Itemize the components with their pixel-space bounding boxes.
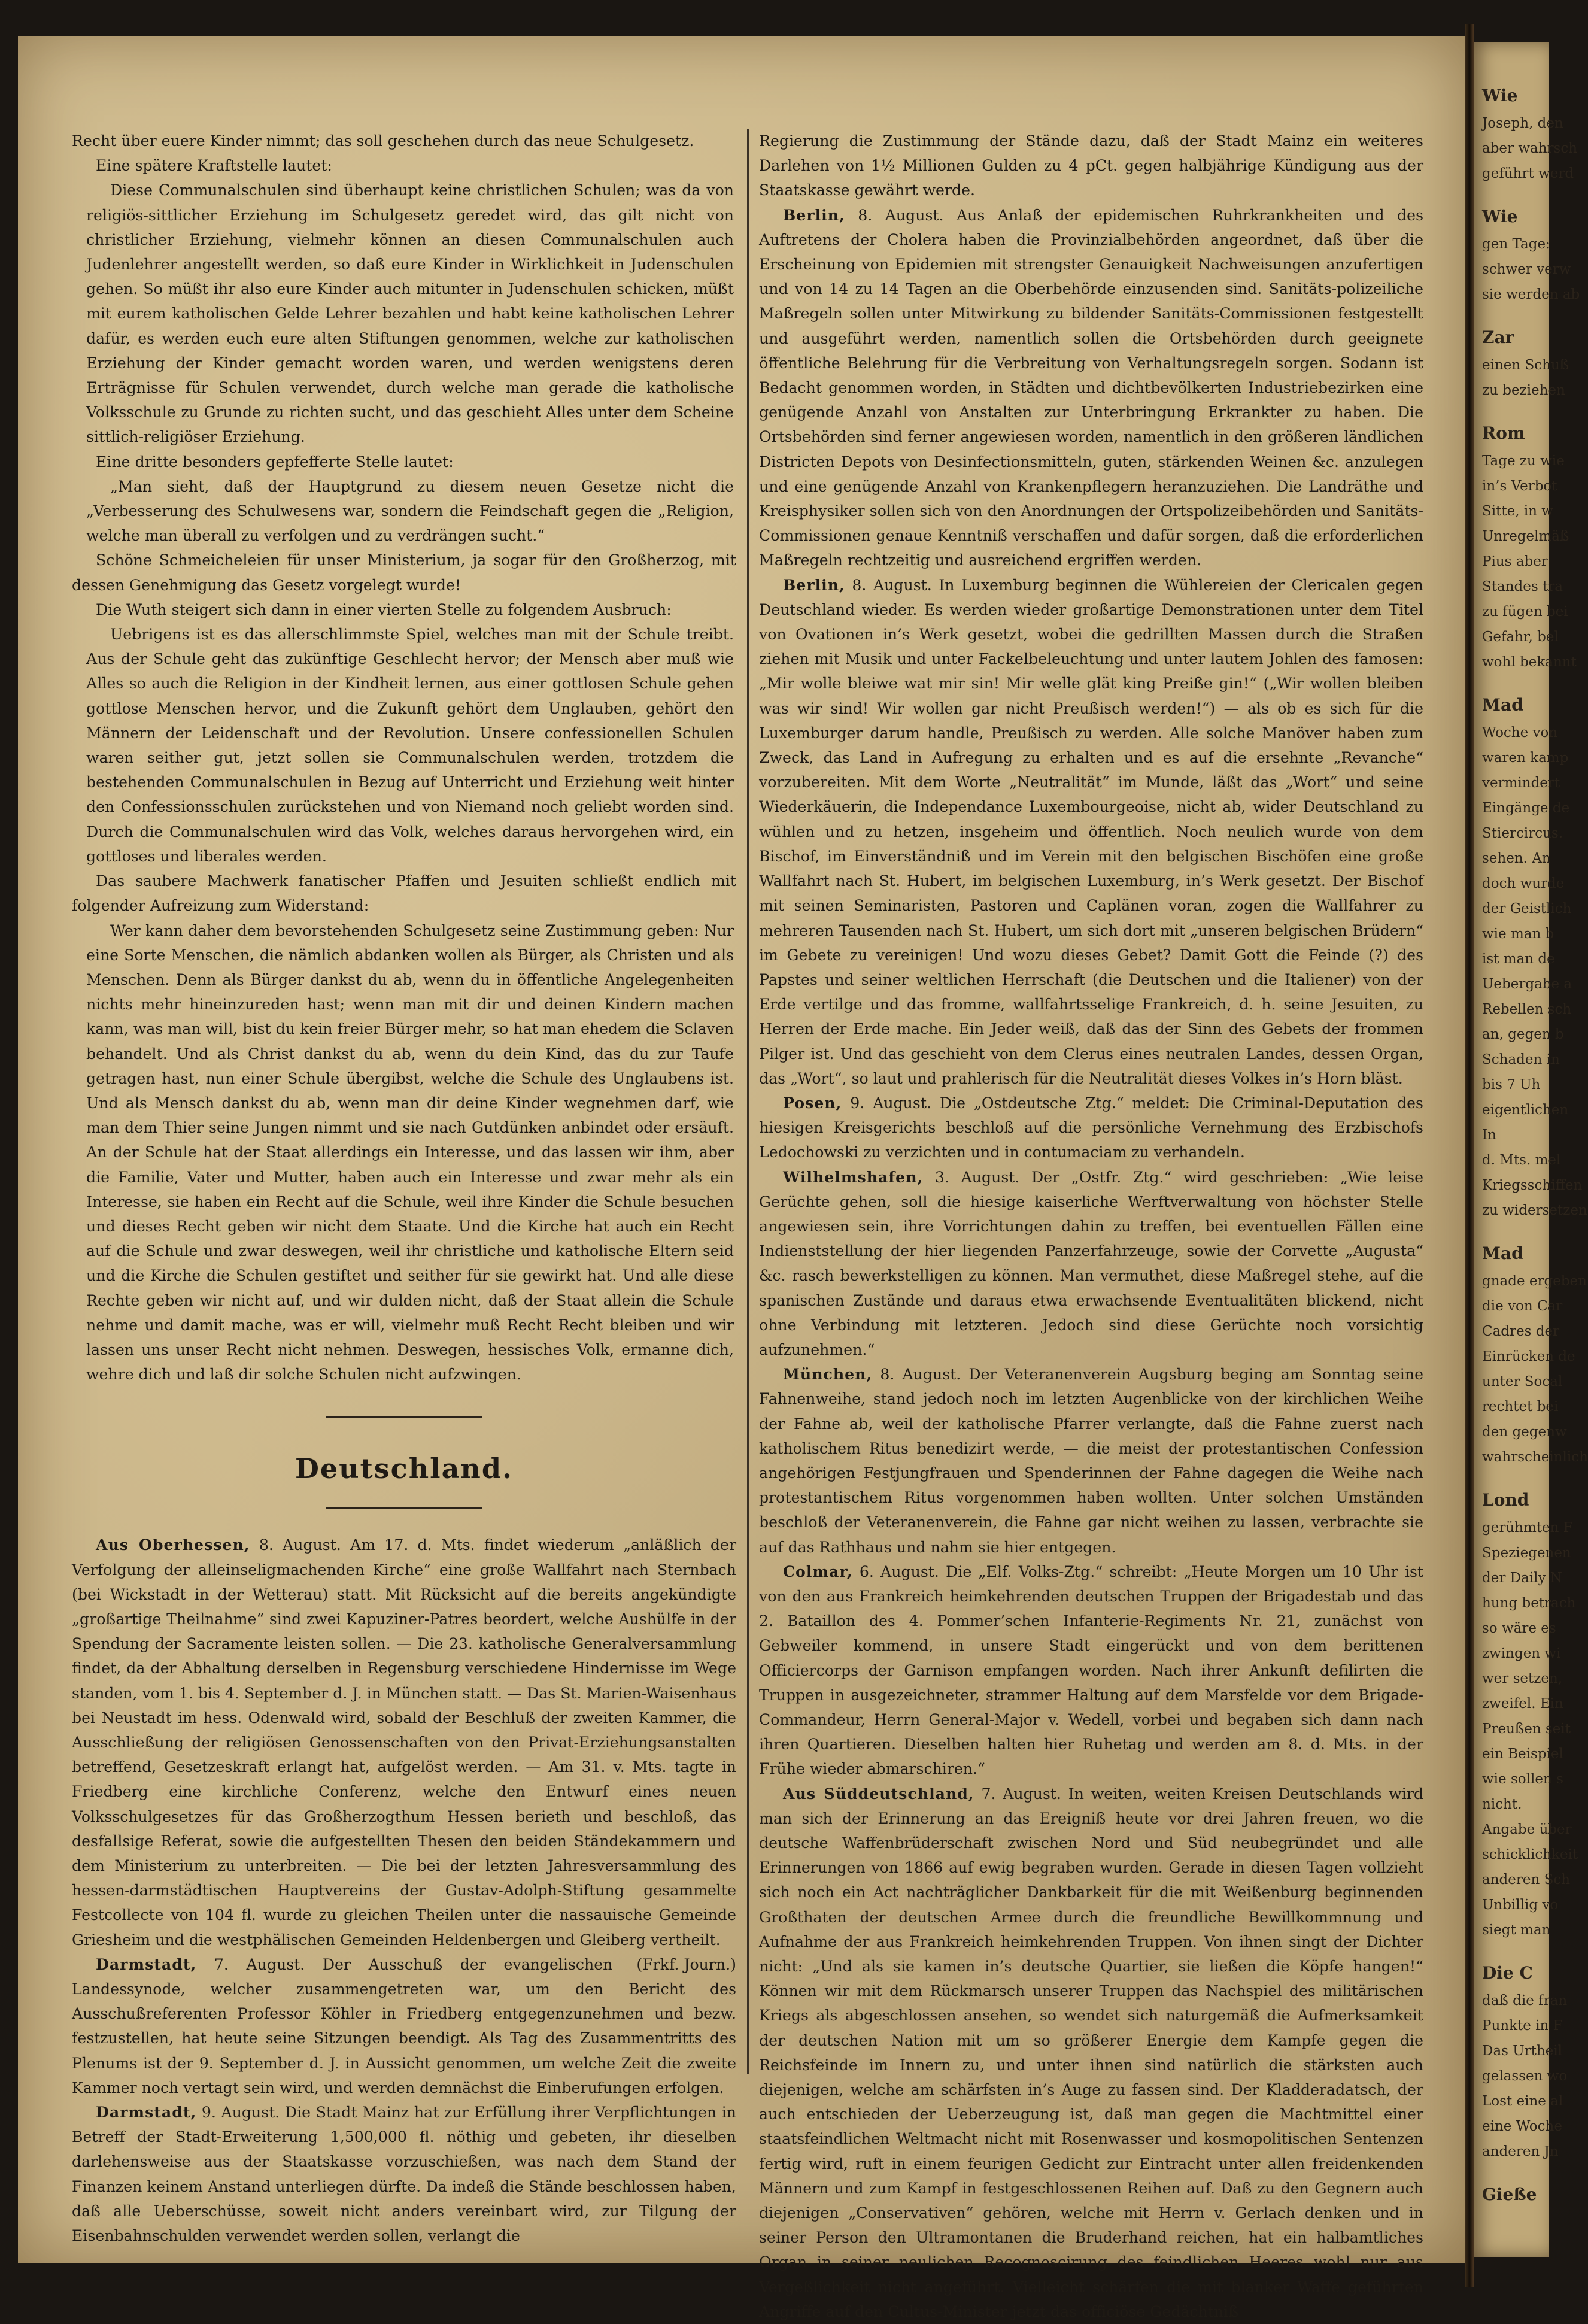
article-dateline: Wilhelmshafen, (783, 1167, 924, 1186)
adjacent-page-fragment: anderen Sch (1482, 1872, 1571, 1888)
paragraph: Eine dritte besonders gepfefferte Stelle lautet: (96, 453, 454, 471)
adjacent-page-fragment: schwer verw (1482, 262, 1571, 277)
adjacent-page-fragment: zu beziehen (1482, 383, 1565, 398)
paragraph: Eine spätere Kraftstelle lautet: (96, 157, 332, 175)
right-column (759, 129, 1423, 2320)
adjacent-page-heading: Gieße (1482, 2185, 1537, 2204)
article-text: 7. August. In weiten, weiten Kreisen Deutschlands wird man sich der Erinnerung an das Ereigniß heute vor drei Jahren freuen, wo die deutsche Waffenbrüderschaft zwischen Nord und Süd neubegründet und alle Erinnerungen von 1866 auf ewig begraben wurden. Gerade in diesen Tagen vollzieht sich noch ein Act nachträglicher Dankbarkeit für die mit Weißenburg beginnenden Großthaten der deutschen Armee durch die freundliche Bewillkommnung und Aufnahme der aus Frankreich heimkehrenden Truppen. Von ihnen singt der Dichter nicht: „Und als sie kamen in’s deutsche Quartier, sie ließen die Köpfe hangen!“ Können wir mit dem Rückmarsch unserer Truppen das Nachspiel des militärischen Kriegs als abgeschlossen ansehen, so wendet sich naturgemäß die Aufmerksamkeit der deutschen Nation mit um so größerer Energie dem Kampfe gegen die Reichsfeinde im Innern zu, und unter ihnen sind natürlich die stärksten auch diejenigen, welche am schärfsten in’s Auge zu fassen sind. Der Kladderadatsch, der auch entschieden der Ueberzeugung ist, daß man gegen die Machtmittel einer staatsfeindlichen Weltmacht nicht mit Rosenwasser und kosmopolitischen Sentenzen fertig wird, ruft in einem feurigen Gedicht zur Eintracht unter allen freidenkenden Männern und zum Kampf in festgeschlossenen Reihen auf. Daß zu den Gegnern auch diejenigen „Conservativen“ gehören, welche mit Herrn v. Gerlach denken und in seiner Person den Ultramontanen die Bruderhand reichen, hat ein halbamtliches Organ in seiner neulichen Recognoscirung des feindlichen Heeres wohl nur aus Vergeßlichkeit nicht angeführt. Vielleicht schärfen die mit blanker Waffe geführten Angriffe auf den Cultus-Minister jetzt das officiöse Gedächtniß (759, 1785, 1423, 2320)
adjacent-page-heading: Zar (1482, 327, 1514, 347)
article-dateline: Aus Süddeutschland, (783, 1784, 974, 1803)
adjacent-page-fragment: schicklichkeit (1482, 1847, 1578, 1862)
adjacent-page-fragment: siegt man (1482, 1922, 1551, 1938)
adjacent-page-heading: Die C (1482, 1963, 1533, 1983)
article-text: Regierung die Zustimmung der Stände dazu, daß der Stadt Mainz ein weiteres Darlehen von 1½ Millionen Gulden zu 4 pCt. gegen halbjährige Kündigung aus der Staatskasse gewährt werde. (759, 132, 1423, 199)
paragraph: Schöne Schmeicheleien für unser Ministerium, ja sogar für den Großherzog, mit dessen Genehmigung das Gesetz vorgelegt wurde! (72, 551, 736, 594)
news-article (759, 1782, 1423, 2324)
adjacent-page-fragment: den gegenw (1482, 1424, 1567, 1440)
adjacent-page-fragment: in’s Verbot (1482, 478, 1557, 494)
adjacent-page-fragment: ist man de (1482, 951, 1555, 967)
adjacent-page-fragment: Unregelmäß (1482, 529, 1569, 544)
adjacent-page-fragment: gerühmten F (1482, 1520, 1573, 1536)
adjacent-page-fragment: Angabe über (1482, 1822, 1572, 1837)
adjacent-page-fragment: Preußen seit (1482, 1721, 1571, 1737)
news-article (759, 573, 1423, 1091)
adjacent-page-fragment: Sitte, in w (1482, 503, 1553, 519)
adjacent-page-heading: Wie (1482, 86, 1518, 105)
adjacent-page-fragment: Das Urtheil (1482, 2043, 1563, 2059)
adjacent-page-fragment: der Daily N (1482, 1570, 1562, 1586)
article-text: 8. August. Am 17. d. Mts. findet wiederum „anläßlich der Verfolgung der alleinseligmachenden Kirche“ eine große Wallfahrt nach Sternbach (bei Wickstadt in der Wetterau) statt. Mit Rücksicht auf die bereits angekündigte „großartige Theilnahme“ sind zwei Kapuziner-Patres beordert, welche Aushülfe in der Spendung der Sacramente leisten sollen. — Die 23. katholische Generalversammlung findet, da der Abhaltung derselben in Regensburg verschiedene Hindernisse im Wege standen, vom 1. bis 4. September d. J. in München statt. — Das St. Marien-Waisenhaus bei Neustadt im hess. Odenwald wird, sobald der Beschluß der zweiten Kammer, die Ausschließung der religiösen Genossenschaften von den Privat-Erziehungsanstalten betreffend, Gesetzeskraft erlangt hat, aufgelöst werden. — Am 31. v. Mts. tagte in Friedberg eine kirchliche Conferenz, welche den Entwurf eines neuen Volksschulgesetzes für das Großherzogthum Hessen berieth und beschloß, das desfallsige Referat, sowie die aufgestellten Thesen den beiden Ständekammern und dem Ministerium zu unterbreiten. — Die bei der letzten Jahresversammlung des hessen-darmstädtischen Hauptvereins der Gustav-Adolph-Stiftung gesammelte Festcollecte von 104 fl. wurde zu gleichen Theilen unter die nassauische Gemeinde Griesheim und die westphälischen Gemeinden Heldenbergen und Gleiberg vertheilt. (72, 1536, 736, 1949)
adjacent-page-fragment: doch wurde (1482, 876, 1565, 891)
adjacent-page-fragment: Woche von (1482, 725, 1558, 741)
adjacent-page-fragment: aber wahrsch (1482, 141, 1578, 156)
article-text: 3. August. Der „Ostfr. Ztg.“ wird geschrieben: „Wie leise Gerüchte gehen, soll die hiesige kaiserliche Werftverwaltung von höchster Stelle angewiesen sein, ihre Vorrichtungen dahin zu treffen, bei eventuellen Fällen eine Indienststellung der hier liegenden Panzerfahrzeuge, sowie der Corvette „Augusta“ &c. rasch bewerkstelligen zu können. Man vermuthet, diese Maßregel stehe, auf die spanischen Zustände und daraus etwa erwachsende Eventualitäten blickend, nicht ohne Verbindung mit letzteren. Jedoch sind diese Gerüchte noch vorsichtig aufzunehmen.“ (759, 1168, 1423, 1358)
section-title: Deutschland. (294, 1452, 514, 1485)
adjacent-page-fragment: an, gegen b (1482, 1027, 1564, 1042)
adjacent-page-fragment: wohl bekannt (1482, 654, 1577, 670)
adjacent-page-fragment: sie werden ab (1482, 287, 1580, 302)
adjacent-page-fragment: Kriegsschiffen (1482, 1178, 1583, 1193)
news-article (759, 203, 1423, 573)
adjacent-page-fragment: Rebellen sch (1482, 1002, 1572, 1017)
news-article (759, 1091, 1423, 1165)
adjacent-page-fragment: Punkte in F (1482, 2018, 1563, 2034)
adjacent-page-fragment: eigentlichen (1482, 1102, 1569, 1118)
adjacent-page-fragment: Speziegenen (1482, 1545, 1571, 1561)
article-source: (Frkf. Journ.) (636, 1955, 736, 1973)
news-article (759, 1560, 1423, 1782)
adjacent-page-fragment: Schaden in (1482, 1052, 1560, 1067)
adjacent-page-fragment: Gefahr, bel (1482, 629, 1559, 645)
article-text: 8. August. Der Veteranenverein Augsburg beging am Sonntag seine Fahnenweihe, stand jedoch noch im letzten Augenblicke von der kirchlichen Weihe der Fahne ab, weil der katholische Pfarrer verlangte, daß die Fahne zuerst nach katholischem Ritus benedizirt werde, — die meist der protestantischen Confession angehörigen Festjungfrauen und Spenderinnen der Fahne dagegen die Weihe nach protestantischem Ritus vorgenommen haben wollten. Unter solchen Umständen beschloß der Veteranenverein, die Fahne gar nicht weihen zu lassen, verbrachte sie auf das Rathhaus und nahm sie hier entgegen. (759, 1366, 1423, 1556)
news-article (759, 1362, 1423, 1560)
adjacent-page-fragment: Einrücken de (1482, 1349, 1575, 1364)
adjacent-page-fragment: Uebergabe a (1482, 976, 1572, 992)
left-column (72, 129, 736, 2245)
article-dateline: Colmar, (783, 1562, 853, 1580)
news-article (759, 1165, 1423, 1363)
adjacent-page-fragment: wer setzen, (1482, 1671, 1563, 1686)
adjacent-page-fragment: zweifel. Ein (1482, 1696, 1563, 1712)
paragraph: Diese Communalschulen sind überhaupt keine christlichen Schulen; was da von religiös-sittlicher Erziehung im Schulgesetz geredet wird, das gilt nicht von christlicher Erziehung, vielmehr können an diesen Communalschulen auch Judenlehrer angestellt werden, so daß eure Kinder in Wirklichkeit in Judenschulen gehen. So müßt ihr also eure Kinder auch mitunter in Judenschulen schicken, müßt mit eurem katholischen Gelde Lehrer bezahlen und habt keine katholischen Lehrer dafür, es werden euch eure alten Stiftungen genommen, welche zur katholischen Erziehung der Kinder gemacht worden waren, und werden wenigstens deren Erträgnisse für Schulen verwendet, durch welche man gerade die katholische Volksschule zu Grunde zu richten sucht, und das geschieht Alles unter dem Scheine sittlich-religiöser Erziehung. (86, 181, 734, 446)
adjacent-page-fragment: Standes tra (1482, 579, 1563, 594)
adjacent-page-fragment: d. Mts. mel (1482, 1152, 1561, 1168)
paragraph: Recht über euere Kinder nimmt; das soll geschehen durch das neue Schulgesetz. (72, 132, 694, 150)
adjacent-page-heading: Lond (1482, 1490, 1529, 1510)
paragraph: Die Wuth steigert sich dann in einer vierten Stelle zu folgendem Ausbruch: (96, 600, 672, 618)
adjacent-page-fragment: daß die fran (1482, 1993, 1568, 2009)
adjacent-page-heading: Rom (1482, 423, 1525, 443)
adjacent-page-fragment: vermindert (1482, 775, 1560, 791)
article-text: 9. August. Die „Ostdeutsche Ztg.“ meldet: Die Criminal-Deputation des hiesigen Kreisgerichts beschloß auf die persönliche Vernehmung des Erzbischofs Ledochowski zu verzichten und in contumaciam zu verhandeln. (759, 1094, 1423, 1161)
adjacent-page-fragment: Tage zu wie (1482, 453, 1565, 469)
article-dateline: Berlin, (783, 205, 845, 224)
article-dateline: Posen, (783, 1093, 842, 1112)
adjacent-page-heading: Mad (1482, 1243, 1523, 1263)
article-dateline: Berlin, (783, 575, 845, 594)
article-dateline: Darmstadt, (96, 2103, 197, 2122)
article-text: 8. August. In Luxemburg beginnen die Wühlereien der Clericalen gegen Deutschland wieder. Es werden wieder großartige Demonstrationen unter dem Titel von Ovationen in’s Werk gesetzt, wobei die gedrillten Massen durch die Straßen ziehen mit Musik und unter Fackelbeleuchtung und unter lautem Johlen des famosen: „Mir wolle bleiwe wat mir sin! Mir welle glät king Preiße gin!“ („Wir wollen bleiben was wir sind! Wir wollen gar nicht Preußisch werden!“) — als ob es sich für die Luxemburger darum handle, Preußisch zu werden. Alle solche Manöver haben zum Zweck, das Land in Aufregung zu erhalten und es auf die ersehnte „Revanche“ vorzubereiten. Mit dem Worte „Neutralität“ im Munde, läßt das „Wort“ und seine Wiederkäuerin, die Independance Luxembourgeoise, nicht ab, wider Deutschland zu wühlen und zu hetzen, insgeheim und öffentlich. Noch neulich wurde von dem Bischof, im Einverständniß und im Verein mit den belgischen Bischöfen eine große Wallfahrt nach St. Hubert, im belgischen Luxemburg, in’s Werk gesetzt. Der Bischof mit seinen Seminaristen, Pastoren und Caplänen voran, zogen die Wallfahrer zu mehreren Tausenden nach St. Hubert, um sich dort mit „unseren belgischen Brüdern“ im Gebete zu vereinigen! Und wozu dieses Gebet? Damit Gott die Feinde (?) des Papstes und seiner weltlichen Herrschaft (die Deutschen und die Italiener) von der Erde vertilge und das fromme, wallfahrtsselige Frankreich, d. h. seine Jesuiten, zu Herren der Erde mache. Ein Jeder weiß, daß das der Sinn des Gebets der frommen Pilger ist. Und das geschieht von dem Clerus eines neutralen Landes, dessen Organ, das „Wort“, so laut und prahlerisch für die Neutralität dieses Volkes in’s Horn bläst. (759, 576, 1423, 1087)
adjacent-page-fragment: wie man b (1482, 926, 1554, 942)
news-article (72, 2100, 736, 2248)
adjacent-page-fragment: hung betrach (1482, 1595, 1576, 1611)
article-dateline: Aus Oberhessen, (96, 1536, 250, 1554)
column-divider (747, 129, 749, 2074)
adjacent-page-fragment: sehen. An (1482, 851, 1551, 866)
adjacent-page-fragment: wahrscheinlich (1482, 1449, 1588, 1465)
adjacent-page-fragment: rechtet bei (1482, 1399, 1559, 1415)
adjacent-page-fragment: unter Socal (1482, 1374, 1563, 1389)
adjacent-page-heading: Wie (1482, 207, 1518, 226)
adjacent-page-fragment: Eingänge de (1482, 800, 1570, 816)
adjacent-page-fragment: ein Beispiel (1482, 1746, 1563, 1762)
section-rule (326, 1416, 482, 1418)
adjacent-page-fragment: Lost eine al (1482, 2094, 1563, 2109)
adjacent-page-fragment: zu fügen bei (1482, 604, 1568, 620)
book-spine (1465, 24, 1474, 2287)
adjacent-page-fragment: gnade ergeben (1482, 1273, 1587, 1289)
adjacent-page-fragment: einen Schuß (1482, 357, 1569, 373)
news-article (759, 129, 1423, 203)
adjacent-page-fragment: Cadres der (1482, 1324, 1560, 1339)
article-text: 9. August. Die Stadt Mainz hat zur Erfüllung ihrer Verpflichtungen in Betreff der Stadt-Erweiterung 1,500,000 fl. nöthig und gebeten, ihr dieselben darlehensweise aus der Staatskasse vorzuschießen, was nach dem Stand der Finanzen keinem Anstand unterliegen dürfte. Da indeß die Stände beschlossen haben, daß alle Ueberschüsse, soweit nicht anders vereinbart wird, zur Tilgung der Eisenbahnschulden verwendet werden sollen, verlangt die (72, 2104, 736, 2245)
adjacent-page-fragment: eine Woche (1482, 2119, 1562, 2134)
adjacent-page-fragment: zwingen wi (1482, 1646, 1561, 1661)
adjacent-page-fragment: Stiercircus. (1482, 826, 1563, 841)
adjacent-page-heading: Mad (1482, 695, 1523, 715)
adjacent-page-fragment: wie sollen s (1482, 1771, 1563, 1787)
paragraph: Uebrigens ist es das allerschlimmste Spiel, welches man mit der Schule treibt. Aus der Schule geht das zukünftige Geschlecht hervor; der Mensch aber muß wie Alles so auch die Religion in der Kindheit lernen, aus einer gottlosen Schule gehen gottlose Menschen hervor, und die Zukunft gehört dem Unglauben, gehört den Männern der Leidenschaft und der Revolution. Unsere confessionellen Schulen waren seither gut, jetzt sollen sie Communalschulen werden, trotzdem die bestehenden Communalschulen in Bezug auf Unterricht und Erziehung weit hinter den Confessionsschulen zurückstehen und von Niemand noch geliebt worden sind. Durch die Communalschulen wird das Volk, welches daraus hervorgehen wird, ein gottloses und liberales werden. (86, 626, 734, 865)
adjacent-page-fragment: gelassen wo (1482, 2068, 1568, 2084)
adjacent-page-fragment: anderen Jn (1482, 2144, 1559, 2159)
article-dateline: München, (783, 1365, 873, 1384)
adjacent-page-fragment: Pius aber (1482, 554, 1548, 569)
adjacent-page-fragment: der Geistlich (1482, 901, 1572, 917)
paragraph: Wer kann daher dem bevorstehenden Schulgesetz seine Zustimmung geben: Nur eine Sorte Menschen, die nämlich abdanken wollen als Bürger, als Christen und als Menschen. Denn als Bürger dankst du ab, wenn du in öffentliche Angelegenheiten nichts mehr hineinzureden hast; wenn man mit dir und deinen Kindern machen kann, was man will, bist du kein freier Bürger mehr, so hat man ehedem die Sclaven behandelt. Und als Christ dankst du ab, wenn du dein Kind, das du zur Taufe getragen hast, nun einer Schule übergibst, welche die Schule des Unglaubens ist. Und als Mensch dankst du ab, wenn man dir deine Kinder wegnehmen darf, wie man dem Thier seine Jungen nimmt und sie nach Gutdünken anbindet oder ersäuft. An der Schule hat der Staat allerdings ein Interesse, und das lassen wir ihm, aber die Familie, Vater und Mutter, haben auch ein Interesse und zwar mehr als ein Interesse, sie haben ein Recht auf die Schule, weil ihre Kinder die Schule besuchen und dieses Recht geben wir nicht dem Staate. Und die Kirche hat auch ein Recht auf die Schule und zwar deswegen, weil ihr christliche und katholische Eltern seid und die Kirche die Schulen gestiftet und seither für sie gewirkt hat. Und alle diese Rechte geben wir nicht auf, und wir dulden nicht, daß der Staat allein die Schule nehme und damit mache, was er will, vielmehr muß Recht Recht bleiben und wir lassen uns unser Recht nicht nehmen. Deswegen, hessisches Volk, ermanne dich, wehre dich und laß dir solche Schulen nicht aufzwingen. (86, 921, 734, 1384)
adjacent-page-fragment: die von Car (1482, 1298, 1563, 1314)
adjacent-page-fragment: Unbillig vo (1482, 1897, 1559, 1913)
adjacent-page-fragment: zu widersetzen (1482, 1203, 1587, 1218)
adjacent-page-fragment: so wäre es (1482, 1621, 1556, 1636)
adjacent-page-fragment: bis 7 Uh (1482, 1077, 1541, 1093)
article-dateline: Darmstadt, (96, 1955, 197, 1973)
adjacent-page-fragment: Joseph, den (1482, 116, 1563, 131)
paragraph: „Man sieht, daß der Hauptgrund zu diesem neuen Gesetze nicht die „Verbesserung des Schulwesens war, sondern die Feindschaft gegen die „Religion, welche man überall zu verfolgen und zu verdrängen sucht.“ (86, 477, 734, 545)
adjacent-page-fragment: geführt werd (1482, 166, 1574, 181)
article-text: 8. August. Aus Anlaß der epidemischen Ruhrkrankheiten und des Auftretens der Cholera haben die Provinzialbehörden angeordnet, daß über die Erscheinung von Epidemien mit strengster Genauigkeit Nachweisungen anzufertigen und von 14 zu 14 Tagen an die Oberbehörde einzusenden sind. Sanitäts-polizeiliche Maßregeln sollen unter Mitwirkung zu bildender Sanitäts-Commissionen festgestellt und ausgeführt werden, namentlich sollen die Ortsbehörden durch geeignete öffentliche Belehrung für die Verbreitung von Verhaltungsregeln sorgen. Sodann ist Bedacht genommen worden, in Städten und dichtbevölkerten Industriebezirken eine genügende Anzahl von Anstalten zur Unterbringung Erkrankter zu haben. Die Ortsbehörden sind ferner angewiesen worden, namentlich in den größeren ländlichen Districten Depots von Desinfectionsmitteln, guten, stärkenden Weinen &c. anzulegen und eine genügende Anzahl von Krankenpflegern heranzuziehen. Die Landräthe und Kreisphysiker sollen sich von den Anordnungen der Ortspolizeibehörden und Sanitäts-Commissionen genaue Kenntniß verschaffen und dafür sorgen, daß die erforderlichen Maßregeln rechtzeitig und ausreichend ergriffen werden. (759, 206, 1423, 569)
adjacent-page-fragment: In (1482, 1127, 1496, 1143)
adjacent-page-fragment: gen Tage: (1482, 236, 1550, 252)
article-text: 6. August. Die „Elf. Volks-Ztg.“ schreibt: „Heute Morgen um 10 Uhr ist von den aus Frankreich heimkehrenden deutschen Truppen der Brigadestab und das 2. Bataillon des 4. Pommer’schen Infanterie-Regiments Nr. 21, zunächst von Gebweiler kommend, in unsere Stadt eingerückt und von dem berittenen Officiercorps der Garnison empfangen worden. Nach ihrer Ankunft defilirten die Truppen in ausgezeichneter, strammer Haltung auf dem Marsfelde vor dem Brigade-Commandeur, Herrn General-Major v. Wedell, vorbei und begaben sich dann nach ihren Quartieren. Dieselben halten hier Ruhetag und werden am 8. d. Mts. in der Frühe wieder abmarschiren.“ (759, 1563, 1423, 1778)
article-text: 7. August. Der Ausschuß der evangelischen Landessynode, welcher zusammengetreten war, um den Bericht des Ausschußreferenten Professor Köhler in Friedberg entgegenzunehmen und bezw. festzustellen, hat heute seine Sitzungen beendigt. Als Tag des Zusammentritts des Plenums ist der 9. September d. J. in Aussicht genommen, um welche Zeit die zweite Kammer noch vertagt sein wird, und werden demnächst die Einberufungen erfolgen. (72, 1955, 736, 2097)
adjacent-page-fragment: waren kamp (1482, 750, 1569, 766)
adjacent-page-edge (1474, 42, 1588, 2257)
section-rule (326, 1507, 482, 1509)
paragraph: Das saubere Machwerk fanatischer Pfaffen und Jesuiten schließt endlich mit folgender Aufreizung zum Widerstand: (72, 872, 736, 915)
adjacent-page-fragment: nicht. (1482, 1797, 1522, 1812)
